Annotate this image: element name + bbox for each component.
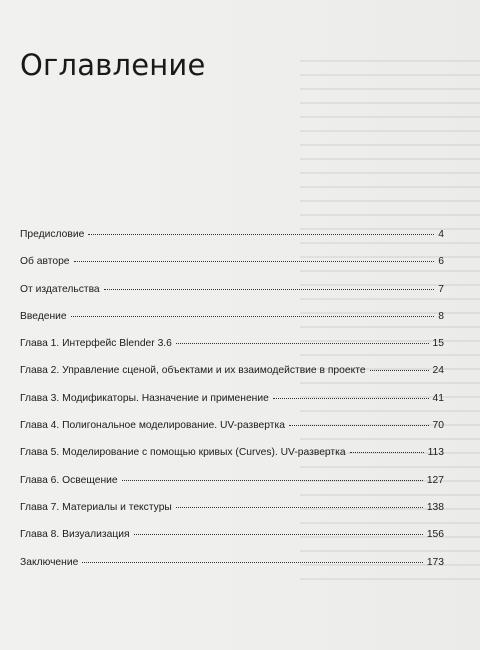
dot-leader: [74, 261, 435, 262]
toc-entry-title: Предисловие: [20, 229, 85, 240]
toc-entry-title: Глава 2. Управление сценой, объектами и их взаимодействие в проекте: [20, 365, 366, 377]
toc-entry-title: Введение: [20, 310, 67, 322]
toc-entry[interactable]: [20, 439, 444, 466]
toc-entry-page: 41: [432, 392, 444, 404]
dot-leader: [134, 534, 423, 535]
toc-entry[interactable]: [20, 412, 444, 439]
toc-entry-title: Глава 7. Материалы и текстуры: [20, 501, 172, 513]
dot-leader: [71, 316, 435, 317]
toc-entry[interactable]: [20, 248, 444, 275]
toc-entry-title: От издательства: [20, 283, 100, 295]
toc-entry-title: Глава 6. Освещение: [20, 474, 118, 486]
toc-entry-title: Глава 3. Модификаторы. Назначение и применение: [20, 392, 269, 404]
toc-entry-page: 15: [432, 338, 444, 350]
dot-leader: [289, 425, 429, 426]
toc-entry-page: 24: [432, 365, 444, 377]
toc-entry-page: 7: [438, 283, 444, 295]
toc-entry[interactable]: [20, 303, 444, 330]
page-title: Оглавление: [20, 48, 206, 82]
dot-leader: [350, 452, 424, 453]
toc-entry[interactable]: [20, 221, 444, 248]
toc-entry-page: 138: [426, 501, 444, 513]
toc-entry-page: 6: [438, 256, 444, 268]
toc-entry[interactable]: [20, 494, 444, 521]
toc-entry-title: Глава 4. Полигональное моделирование. UV-развертка: [20, 420, 285, 432]
dot-leader: [370, 370, 429, 371]
dot-leader: [122, 480, 423, 481]
toc-entry-page: 173: [426, 556, 444, 568]
toc-entry-page: 127: [426, 474, 444, 486]
dot-leader: [82, 562, 422, 563]
toc-entry-title: Об авторе: [20, 256, 70, 268]
toc-entry-page: 156: [426, 529, 444, 541]
toc-entry-page: 70: [432, 420, 444, 432]
toc-entry-title: Заключение: [20, 556, 79, 568]
table-of-contents: [20, 221, 444, 576]
toc-entry[interactable]: [20, 357, 444, 384]
toc-entry[interactable]: [20, 467, 444, 494]
dot-leader: [273, 398, 429, 399]
dot-leader: [176, 343, 429, 344]
toc-entry-title: Глава 1. Интерфейс Blender 3.6: [20, 338, 172, 350]
toc-entry[interactable]: [20, 385, 444, 412]
toc-entry[interactable]: [20, 549, 444, 576]
toc-entry-page: 4: [438, 229, 444, 240]
toc-entry[interactable]: [20, 330, 444, 357]
toc-entry-page: 8: [438, 310, 444, 322]
toc-entry[interactable]: [20, 521, 444, 548]
toc-entry-title: Глава 8. Визуализация: [20, 529, 130, 541]
dot-leader: [176, 507, 423, 508]
toc-entry-title: Глава 5. Моделирование с помощью кривых (Curves). UV-развертка: [20, 447, 346, 459]
dot-leader: [104, 289, 435, 290]
toc-entry[interactable]: [20, 276, 444, 303]
dot-leader: [88, 234, 434, 235]
toc-entry-page: 113: [427, 447, 444, 459]
